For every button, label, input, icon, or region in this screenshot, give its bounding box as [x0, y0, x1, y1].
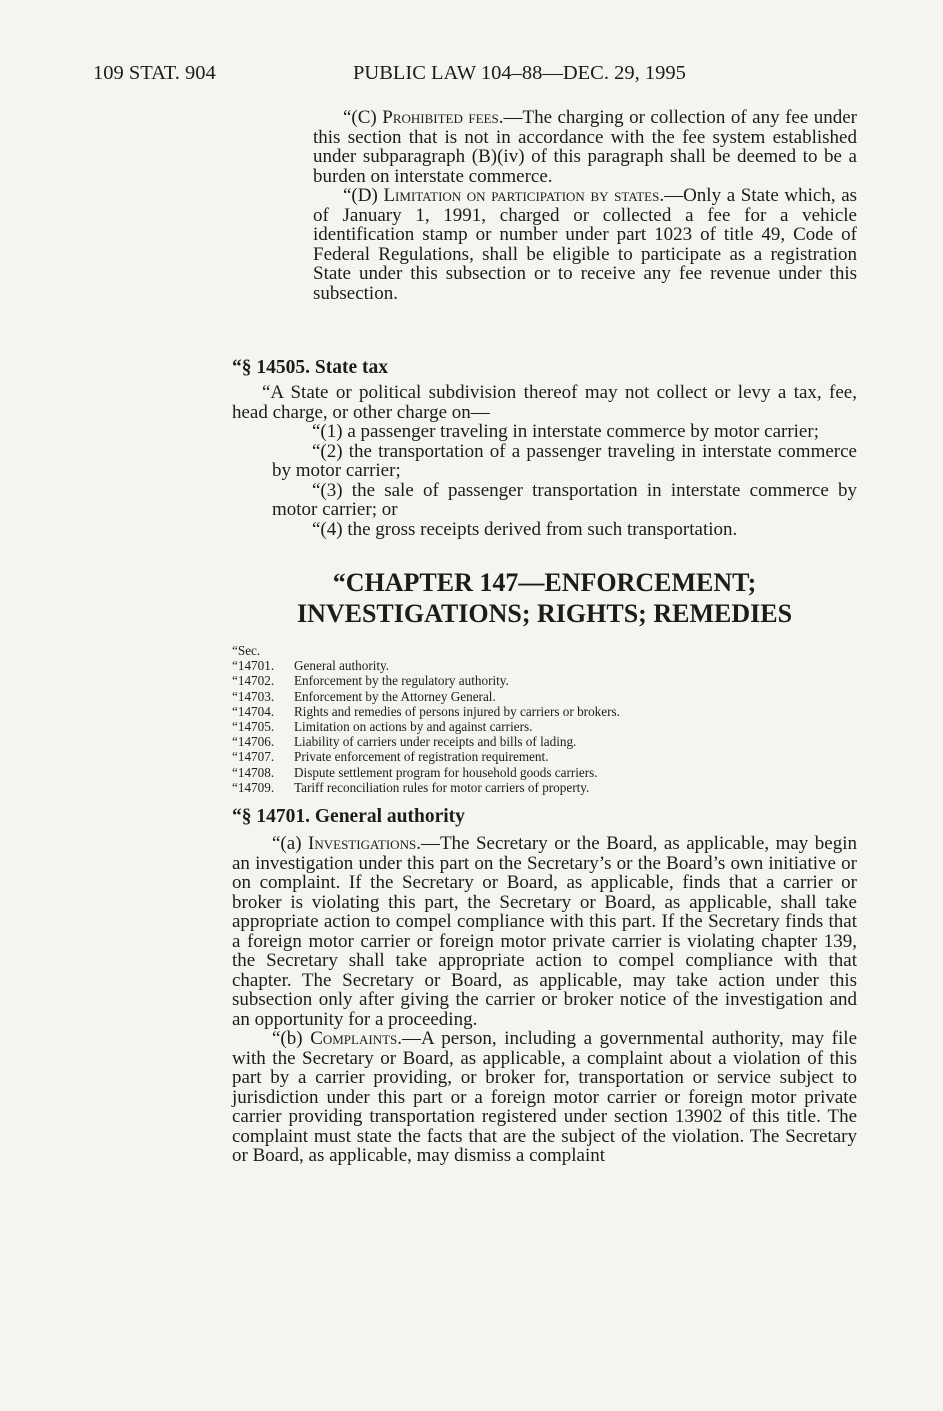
toc-entry-title: Dispute settlement program for household goods carriers.: [294, 764, 598, 780]
toc-entry: [232, 704, 857, 719]
stat-page-number: 109 STAT. 904: [93, 62, 216, 84]
section-14505-body: [232, 383, 857, 539]
toc-entry-title: Liability of carriers under receipts and bills of lading.: [294, 734, 577, 750]
toc-entry-number: “14706.: [232, 734, 275, 750]
subsection-a-label: “(a): [272, 833, 302, 854]
toc-entry-number: “14704.: [232, 703, 275, 719]
toc-entry: [232, 749, 857, 764]
chapter-title-line-2: INVESTIGATIONS; RIGHTS; REMEDIES: [296, 599, 793, 628]
toc-entry-number: “14702.: [232, 673, 275, 689]
toc-entry-number: “14708.: [232, 764, 275, 780]
paragraph-d-label: “(D): [343, 185, 378, 206]
toc-entry-number: “14703.: [232, 688, 275, 704]
section-14505-heading: “§ 14505. State tax: [232, 357, 388, 378]
section-14505-item: “(3) the sale of passenger transportation in interstate commerce by motor carrier; or: [272, 479, 857, 520]
toc-entry-title: Enforcement by the regulatory authority.: [294, 673, 509, 689]
toc-entry-number: “14705.: [232, 719, 275, 735]
paragraph-c: [313, 108, 857, 186]
chapter-table-of-sections: [232, 643, 857, 795]
paragraph-c-heading: Prohibited fees.: [382, 107, 504, 128]
paragraph-c-label: “(C): [343, 107, 377, 128]
subsection-a-text: —The Secretary or the Board, as applicable, may begin an investigation under this part on the Secretary’s or the Board’s own initiative or on complaint. If the Secretary or Board, as applicable, finds that a carrier or broker is violating this part, the Secretary or Board, as applicable, shall take appropriate action to compel compliance with this part. If the Secretary finds that a foreign motor carrier or foreign motor private carrier is violating chapter 139, the Secretary shall take appropriate action to compel compliance with that chapter. The Secretary or Board, as applicable, may take action under this subsection only after giving the carrier or broker notice of the investigation and an opportunity for a proceeding.: [232, 833, 857, 1030]
paragraph-c-text: —The charging or collection of any fee under this section that is not in accordance with the fee system established under subparagraph (B)(iv) of this paragraph shall be deemed to be a burden on interstate commerce.: [313, 107, 858, 187]
paragraph-d: [313, 186, 857, 303]
subsection-b-heading: Complaints.: [310, 1028, 403, 1049]
section-14505-item: “(2) the transportation of a passenger traveling in interstate commerce by motor carrier;: [272, 440, 857, 481]
toc-entry-title: Enforcement by the Attorney General.: [294, 688, 496, 704]
toc-entry-number: “14707.: [232, 749, 275, 765]
prohibited-fees-and-limitation-block: [313, 108, 857, 303]
subsection-b: [232, 1029, 857, 1166]
toc-entry: [232, 780, 857, 795]
toc-entry: [232, 734, 857, 749]
section-14701-body: [232, 834, 857, 1166]
toc-entry: [232, 658, 857, 673]
paragraph-d-text: —Only a State which, as of January 1, 1991, charged or collected a fee for a vehicle identification stamp or number under part 1023 of title 49, Code of Federal Regulations, shall be eligible to participate as a registration State under this subsection or to receive any fee revenue under this subsection.: [313, 185, 858, 304]
toc-entry-title: General authority.: [294, 658, 390, 674]
toc-entry: [232, 719, 857, 734]
paragraph-d-heading: Limitation on participation by states.: [383, 185, 665, 206]
toc-entry: [232, 765, 857, 780]
chapter-147-title: [232, 567, 857, 629]
toc-entry-number: “14701.: [232, 658, 275, 674]
subsection-b-text: —A person, including a governmental authority, may file with the Secretary or Board, as applicable, a complaint about a violation of this part by a carrier providing, or broker for, transportation or service subject to jurisdiction under this part or a foreign motor carrier or foreign motor private carrier providing transportation registered under section 13902 of this title. The complaint must state the facts that are the subject of the violation. The Secretary or Board, as applicable, may dismiss a complaint: [232, 1028, 858, 1166]
toc-entry: [232, 689, 857, 704]
subsection-a: [232, 834, 857, 1029]
subsection-b-label: “(b): [272, 1028, 303, 1049]
toc-entry-number: “14709.: [232, 779, 275, 795]
law-title: PUBLIC LAW 104–88—DEC. 29, 1995: [353, 62, 686, 84]
toc-sec-label: “Sec.: [232, 643, 261, 658]
toc-entry-title: Limitation on actions by and against carriers.: [294, 719, 533, 735]
subsection-a-heading: Investigations.: [308, 833, 421, 854]
section-14505-intro: “A State or political subdivision thereof may not collect or levy a tax, fee, head charge, or other charge on—: [232, 382, 857, 423]
section-14505-item: “(1) a passenger traveling in interstate commerce by motor carrier;: [312, 421, 819, 442]
section-14505-item: “(4) the gross receipts derived from such transportation.: [312, 518, 738, 540]
toc-entry-title: Rights and remedies of persons injured by carriers or brokers.: [294, 703, 620, 719]
toc-entry-title: Private enforcement of registration requirement.: [294, 749, 549, 765]
running-head: [93, 62, 857, 86]
section-14701-heading: “§ 14701. General authority: [232, 806, 465, 827]
chapter-title-line-1: “CHAPTER 147—ENFORCEMENT;: [332, 568, 757, 597]
toc-entry: [232, 673, 857, 688]
toc-entry-title: Tariff reconciliation rules for motor carriers of property.: [294, 779, 590, 795]
